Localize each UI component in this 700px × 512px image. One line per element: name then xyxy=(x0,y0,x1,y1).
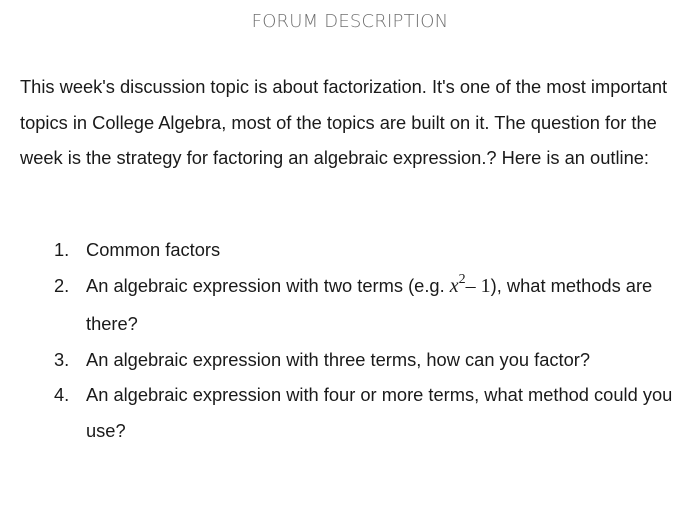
outline-item-text: An algebraic expression with three terms, how can you factor? xyxy=(86,348,591,370)
outline-item-number: 1. xyxy=(54,239,70,260)
outline-item-text: An algebraic expression with four or more terms, what method could you use? xyxy=(86,384,673,441)
outline-item-4 xyxy=(0,377,700,448)
outline-item-1 xyxy=(0,232,700,268)
outline-list xyxy=(0,232,700,448)
outline-item-number: 2. xyxy=(54,274,70,296)
discussion-description-paragraph: This week's discussion topic is about factorization. It's one of the most important topics in College Algebra, most of the topics are built on it. The question for the week is the strategy for factoring an algebraic expression.? Here is an outline: xyxy=(20,76,668,168)
outline-item-text-before: An algebraic expression with two terms (e.g. xyxy=(86,274,450,296)
math-variable: x xyxy=(449,274,459,297)
outline-item-number: 4. xyxy=(54,384,70,405)
forum-description-heading: FORUM DESCRIPTION xyxy=(251,11,449,32)
outline-item-text-after: ), what methods are there? xyxy=(86,274,653,334)
math-expression xyxy=(449,271,491,297)
outline-item-2 xyxy=(0,268,700,342)
outline-item-number: 3. xyxy=(54,348,70,370)
math-exponent: 2 xyxy=(458,271,466,287)
outline-item-text: Common factors xyxy=(86,239,221,260)
math-remainder: – 1 xyxy=(465,274,491,297)
outline-item-3 xyxy=(0,342,700,378)
